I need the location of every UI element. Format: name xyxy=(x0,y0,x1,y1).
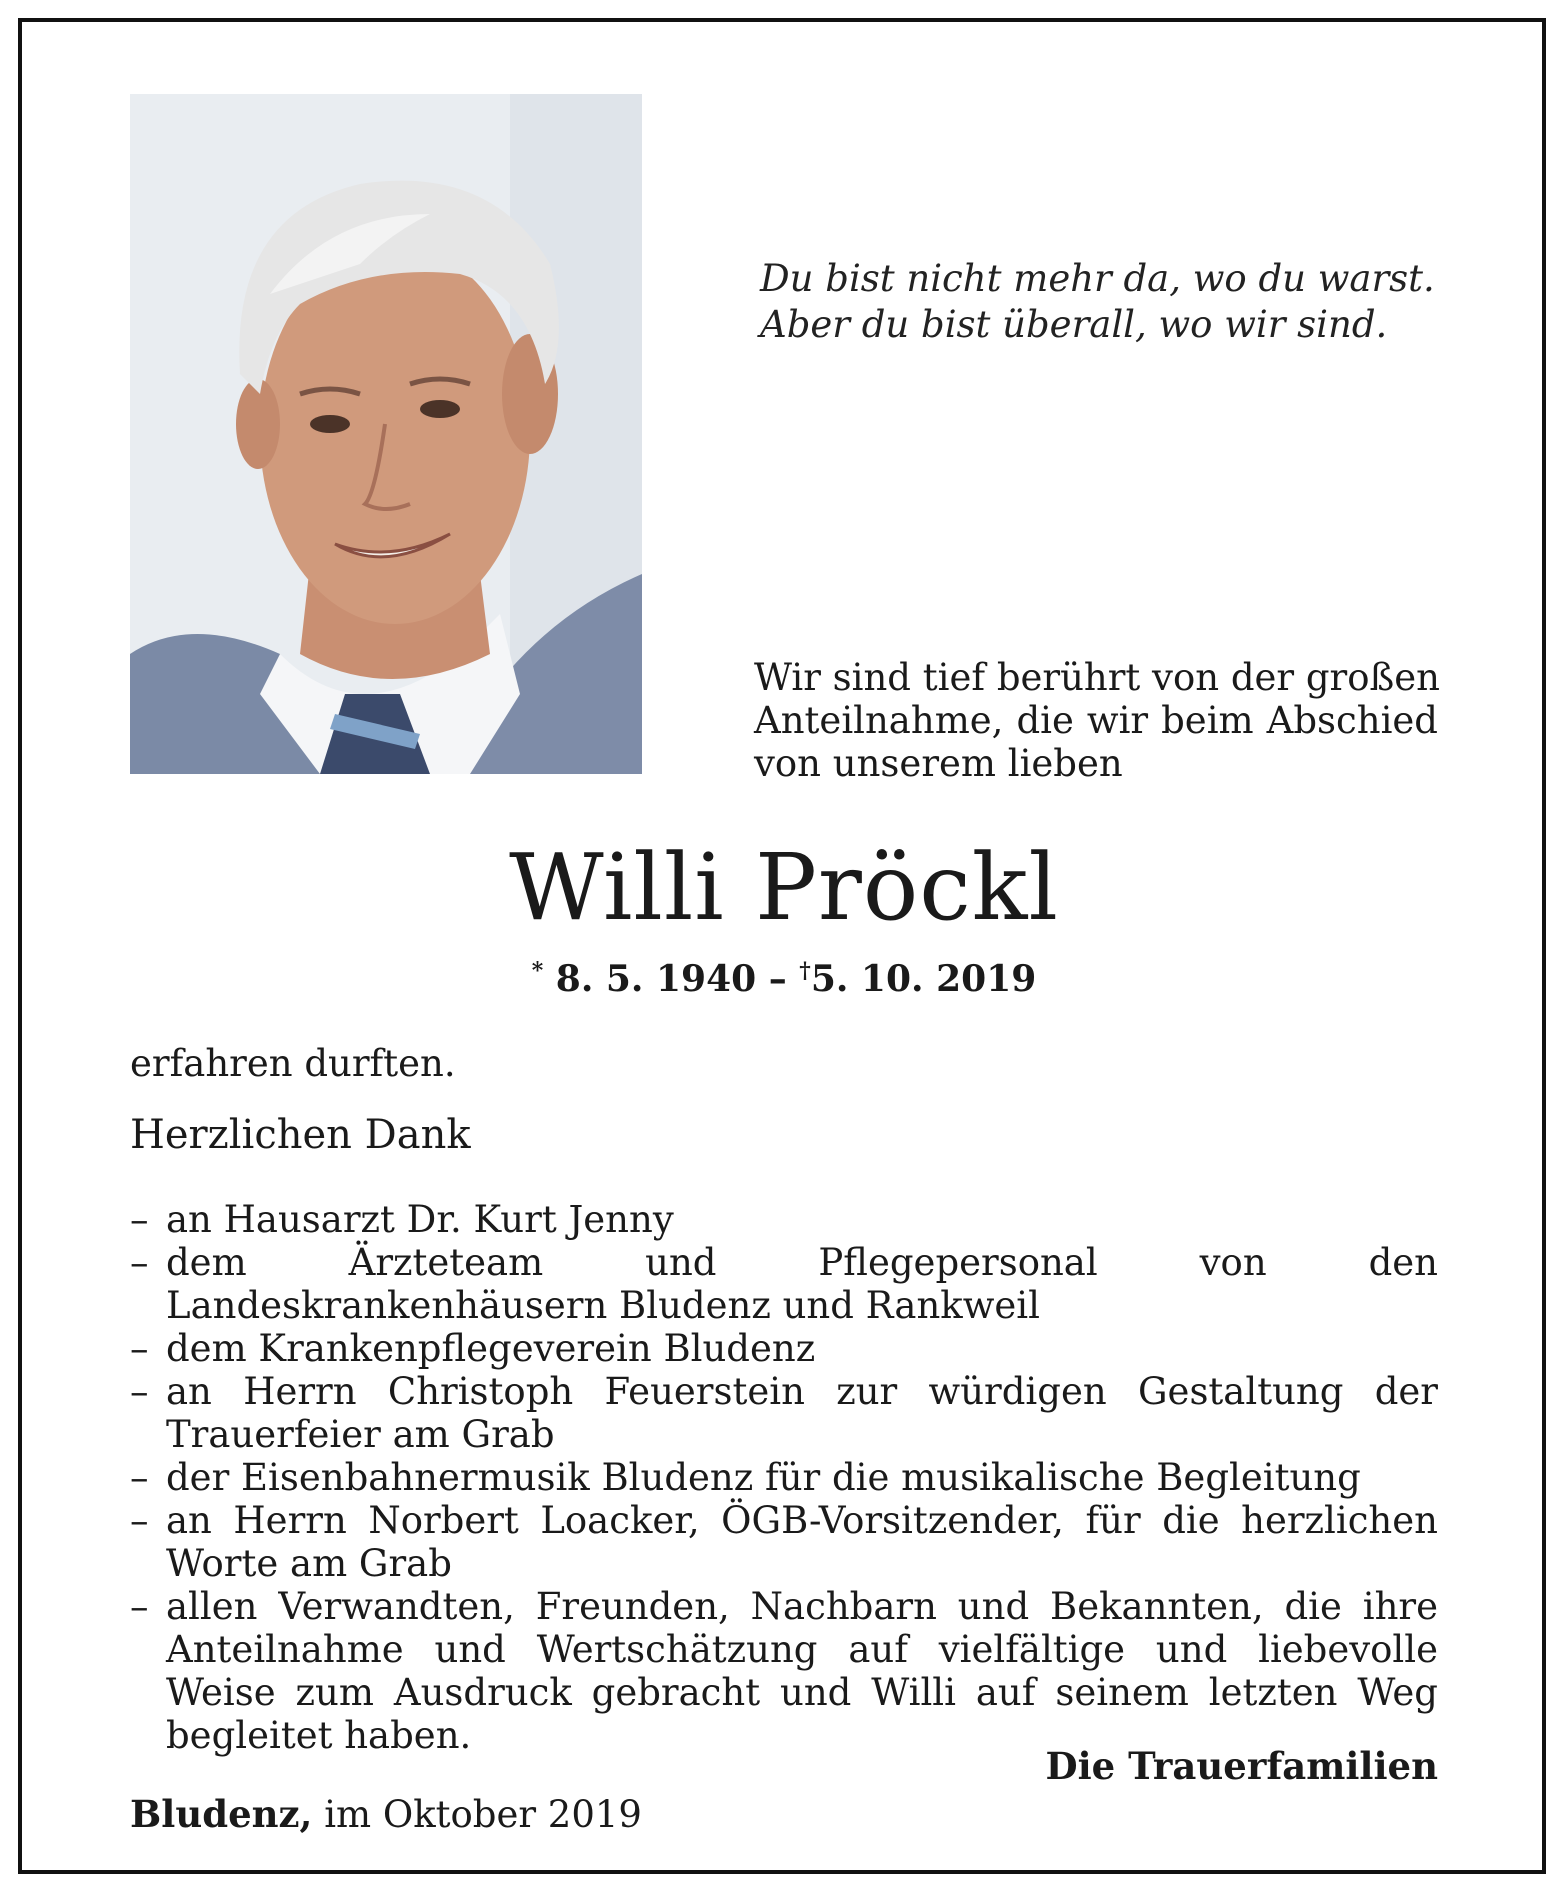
list-item xyxy=(130,1198,1438,1241)
list-item xyxy=(130,1456,1438,1499)
thanks-list xyxy=(130,1198,1438,1757)
signoff: Die Trauerfamilien xyxy=(1045,1744,1438,1788)
list-item-text: an Hausarzt Dr. Kurt Jenny xyxy=(166,1198,674,1241)
birth-date: 8. 5. 1940 xyxy=(555,958,757,1000)
list-dash: – xyxy=(130,1499,149,1542)
thanks-heading: Herzlichen Dank xyxy=(130,1112,471,1158)
list-item-text: allen Verwandten, Freunden, Nachbarn und Bekannten, die ihre Anteilnahme und Wertschätzung auf vielfältige und liebevolle Weise zum Ausdruck gebracht und Willi auf seinem letzten Weg begleitet haben. xyxy=(166,1585,1438,1757)
intro-line: Anteilnahme, die wir beim Abschied xyxy=(754,699,1438,742)
list-item-text: an Herrn Norbert Loacker, ÖGB-Vorsitzender, für die herzlichen Worte am Grab xyxy=(166,1499,1438,1585)
list-dash: – xyxy=(130,1241,149,1284)
date-separator: – xyxy=(768,958,787,1000)
intro-line: von unserem lieben xyxy=(754,742,1123,785)
list-item-text: an Herrn Christoph Feuerstein zur würdigen Gestaltung der Trauerfeier am Grab xyxy=(166,1370,1438,1456)
list-dash: – xyxy=(130,1456,149,1499)
death-date: 5. 10. 2019 xyxy=(810,958,1037,1000)
list-item xyxy=(130,1241,1438,1327)
death-symbol: † xyxy=(799,958,811,984)
intro-text xyxy=(754,656,1438,785)
quote-line: Aber du bist überall, wo wir sind. xyxy=(760,303,1388,346)
quote-line: Du bist nicht mehr da, wo du warst. xyxy=(760,257,1435,300)
list-item xyxy=(130,1585,1438,1757)
list-item xyxy=(130,1499,1438,1585)
intro-continuation: erfahren durften. xyxy=(130,1042,456,1085)
list-dash: – xyxy=(130,1585,149,1628)
intro-line: Wir sind tief berührt von der großen xyxy=(754,656,1440,699)
place-city: Bludenz, xyxy=(130,1792,313,1836)
list-item-text: der Eisenbahnermusik Bludenz für die musikalische Begleitung xyxy=(166,1456,1361,1499)
birth-symbol: * xyxy=(531,958,544,984)
list-dash: – xyxy=(130,1370,149,1413)
deceased-name: Willi Pröckl xyxy=(509,834,1059,941)
memorial-quote xyxy=(760,256,1435,348)
list-item-text: dem Krankenpflegeverein Bludenz xyxy=(166,1327,816,1370)
life-dates xyxy=(0,958,1568,1000)
place-date-text: im Oktober 2019 xyxy=(324,1793,642,1836)
list-item-text: dem Ärzteteam und Pflegepersonal von den Landeskrankenhäusern Bludenz und Rankweil xyxy=(166,1241,1438,1327)
list-item xyxy=(130,1327,1438,1370)
list-dash: – xyxy=(130,1327,149,1370)
list-item xyxy=(130,1370,1438,1456)
place-date xyxy=(130,1792,642,1836)
portrait-photo xyxy=(130,94,642,774)
list-dash: – xyxy=(130,1198,149,1241)
